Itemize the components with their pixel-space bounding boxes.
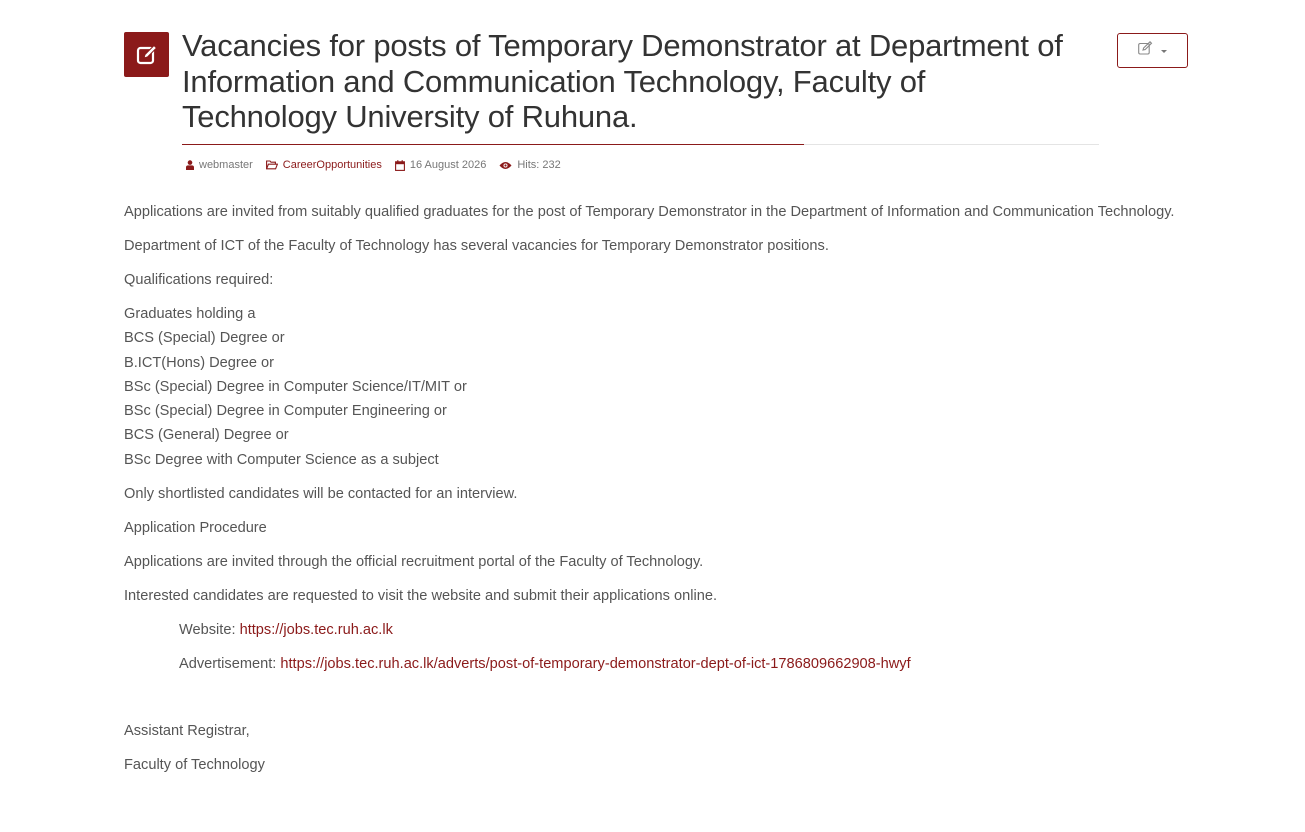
title-divider-accent bbox=[182, 144, 804, 145]
qualifications-heading: Qualifications required: bbox=[124, 271, 274, 288]
procedure-heading: Application Procedure bbox=[124, 519, 267, 536]
meta-author bbox=[186, 159, 253, 171]
edit-icon bbox=[1138, 41, 1153, 60]
user-icon bbox=[186, 160, 194, 170]
hits-count: Hits: 232 bbox=[517, 159, 561, 171]
qualification-item: B.ICT(Hons) Degree or bbox=[124, 354, 275, 371]
qualification-item: BSc (Special) Degree in Computer Engineering or bbox=[124, 403, 447, 420]
advertisement-line bbox=[124, 652, 1190, 676]
website-line bbox=[124, 618, 1190, 642]
qualification-item: BSc Degree with Computer Science as a subject bbox=[124, 451, 439, 468]
paragraph-vacancies: Department of ICT of the Faculty of Technology has several vacancies for Temporary Demonstrator positions. bbox=[124, 237, 829, 254]
paragraph-intro: Applications are invited from suitably qualified graduates for the post of Temporary Demonstrator in the Department of Information and Communication Technology. bbox=[124, 204, 1175, 220]
article bbox=[124, 28, 1190, 773]
page-title: Vacancies for posts of Temporary Demonstrator at Department of Information and Communication Technology, Faculty of Technology University of Ruhuna. bbox=[182, 28, 1063, 134]
paragraph-procedure: Applications are invited through the official recruitment portal of the Faculty of Technology. bbox=[124, 553, 704, 570]
qualification-item: BCS (Special) Degree or bbox=[124, 330, 285, 347]
website-link[interactable]: https://jobs.tec.ruh.ac.lk bbox=[239, 621, 393, 638]
paragraph-visit: Interested candidates are requested to visit the website and submit their applications online. bbox=[124, 587, 718, 604]
qualification-item: Graduates holding a bbox=[124, 305, 256, 322]
folder-open-icon bbox=[266, 160, 278, 170]
article-meta bbox=[186, 159, 574, 171]
advertisement-link[interactable]: https://jobs.tec.ruh.ac.lk/adverts/post-of-temporary-demonstrator-dept-of-ict-1786809662908-hwyf bbox=[280, 655, 911, 672]
qualifications-list bbox=[124, 302, 1190, 472]
article-body bbox=[124, 200, 1190, 787]
meta-category bbox=[266, 159, 382, 171]
qualification-item: BSc (Special) Degree in Computer Science/IT/MIT or bbox=[124, 378, 467, 395]
author-name: webmaster bbox=[199, 159, 253, 171]
qualification-item: BCS (General) Degree or bbox=[124, 427, 289, 444]
publish-date: 16 August 2026 bbox=[409, 159, 487, 171]
advertisement-label: Advertisement: bbox=[179, 655, 281, 672]
meta-date bbox=[395, 159, 486, 171]
spacer bbox=[124, 686, 1190, 719]
eye-icon bbox=[499, 161, 512, 170]
article-edit-dropdown-button[interactable] bbox=[1117, 33, 1188, 68]
chevron-down-icon bbox=[1161, 50, 1167, 53]
category-link[interactable]: CareerOpportunities bbox=[282, 159, 382, 171]
edit-square-icon bbox=[124, 32, 169, 77]
article-header bbox=[124, 28, 1190, 188]
calendar-icon bbox=[395, 160, 405, 171]
meta-hits bbox=[499, 159, 560, 171]
signoff-title: Assistant Registrar, bbox=[124, 722, 250, 739]
website-label: Website: bbox=[179, 621, 240, 638]
paragraph-shortlist: Only shortlisted candidates will be contacted for an interview. bbox=[124, 485, 518, 502]
signoff-faculty: Faculty of Technology bbox=[124, 756, 265, 773]
